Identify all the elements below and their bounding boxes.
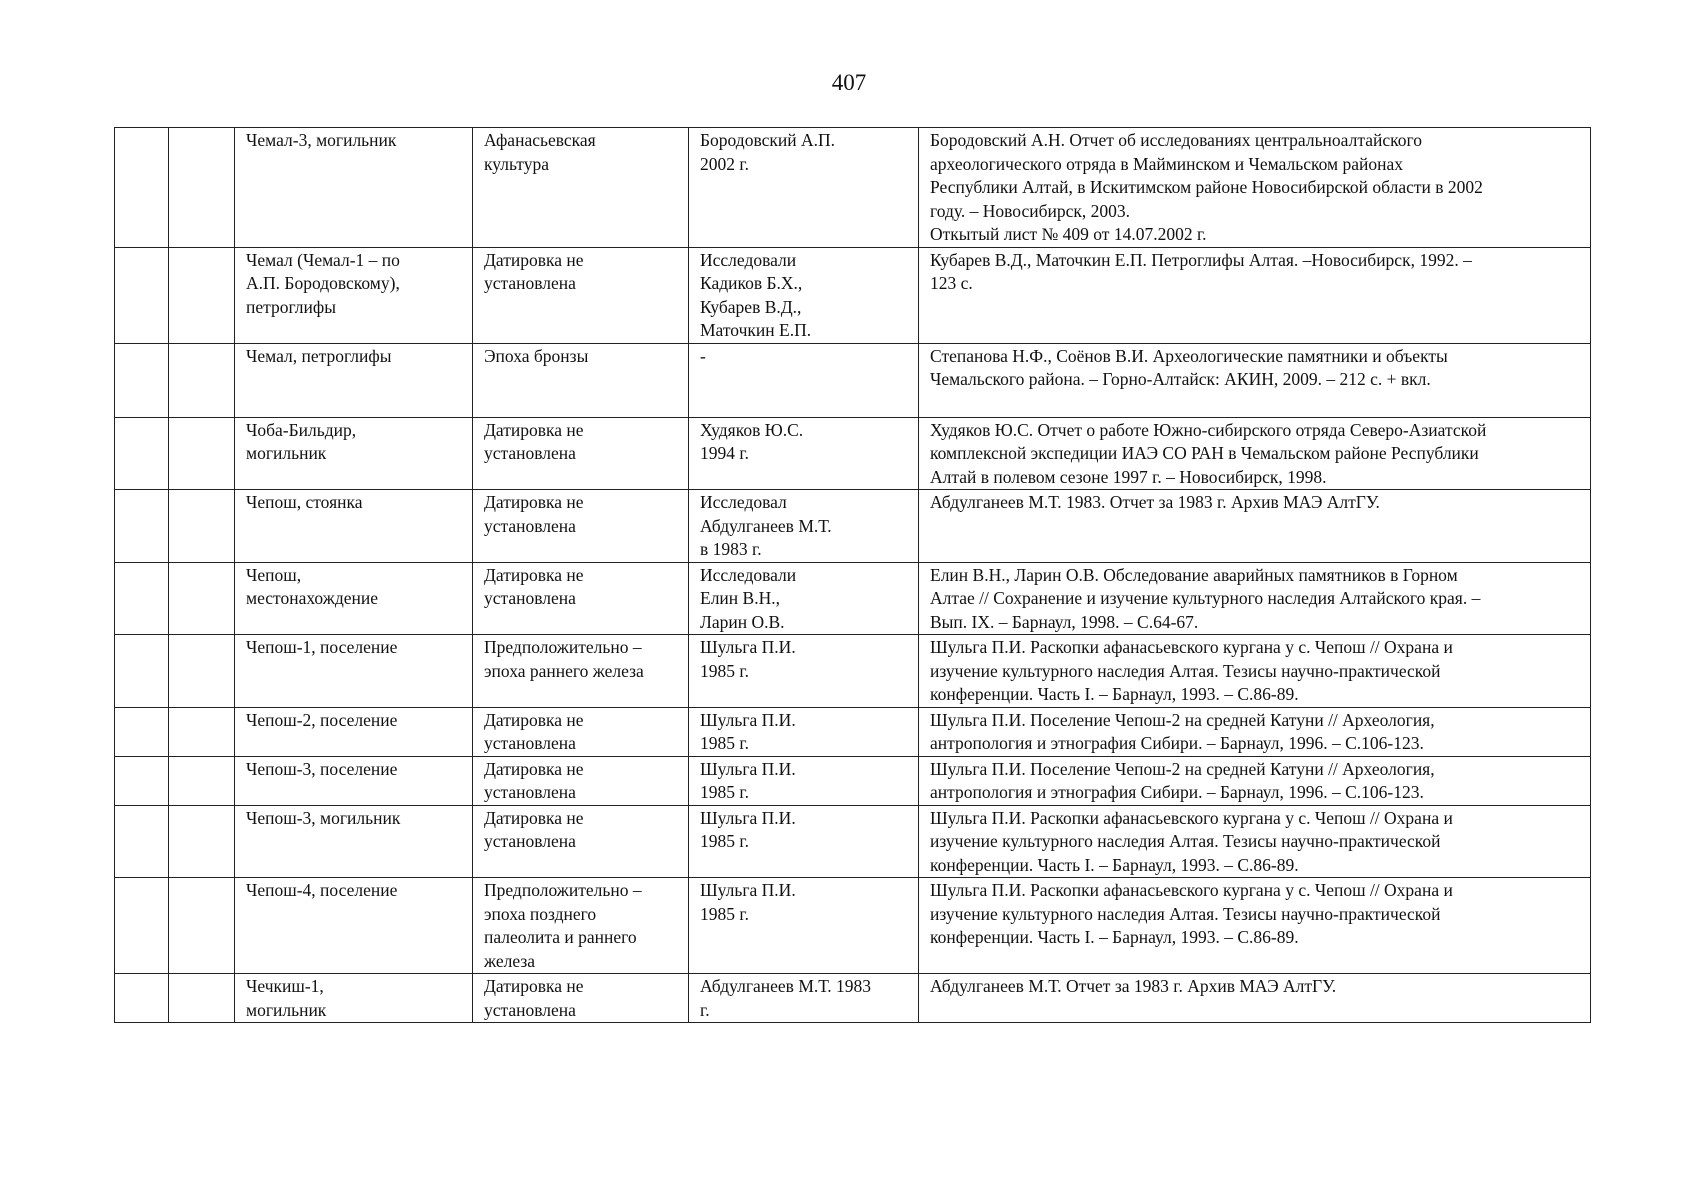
cell-line: местонахождение bbox=[246, 588, 379, 608]
table-row bbox=[115, 247, 1591, 343]
source-cell bbox=[919, 343, 1591, 417]
cell-line: установлена bbox=[484, 831, 576, 851]
cell-line: 1985 г. bbox=[700, 782, 749, 802]
subnumber-cell bbox=[169, 247, 235, 343]
cell-line: Датировка не bbox=[484, 976, 584, 996]
page-number: 407 bbox=[831, 70, 867, 95]
cell-line: Исследовали bbox=[700, 564, 797, 585]
number-cell bbox=[115, 490, 169, 563]
subnumber-cell bbox=[169, 805, 235, 878]
site-cell bbox=[235, 707, 473, 756]
cell-line: Шульга П.И. bbox=[700, 807, 796, 828]
cell-line: Шульга П.И. Поселение Чепош-2 на средней Катуни // Археология, bbox=[930, 758, 1435, 779]
cell-line: Чепош-3, могильник bbox=[246, 807, 401, 828]
table-body bbox=[115, 128, 1591, 1023]
source-cell bbox=[919, 878, 1591, 974]
cell-line: эпоха раннего железа bbox=[484, 660, 644, 681]
cell-line: археологического отряда в Майминском и Чемальском районах bbox=[930, 153, 1403, 174]
cell-line: Чепош-1, поселение bbox=[246, 637, 398, 657]
table-row bbox=[115, 417, 1591, 490]
cell-line: Датировка не bbox=[484, 564, 584, 585]
source-cell bbox=[919, 417, 1591, 490]
cell-line: Чемал-3, могильник bbox=[246, 130, 397, 150]
cell-line: изучение культурного наследия Алтая. Тезисы научно-практической bbox=[930, 660, 1441, 681]
cell-line: Датировка не bbox=[484, 758, 584, 779]
cell-line: Абдулганеев М.Т. bbox=[700, 515, 832, 536]
cell-line: 1985 г. bbox=[700, 903, 749, 924]
cell-line: Чепош, стоянка bbox=[246, 492, 363, 512]
cell-line: Степанова Н.Ф., Соёнов В.И. Археологические памятники и объекты bbox=[930, 345, 1448, 366]
cell-line: Датировка не bbox=[484, 492, 584, 512]
cell-line: Исследовали bbox=[700, 249, 797, 270]
site-cell bbox=[235, 343, 473, 417]
researcher-cell bbox=[689, 128, 919, 248]
dating-cell bbox=[473, 974, 689, 1023]
cell-line: конференции. Часть I. – Барнаул, 1993. – С.86-89. bbox=[930, 927, 1299, 947]
cell-line: установлена bbox=[484, 733, 576, 753]
site-cell bbox=[235, 247, 473, 343]
cell-line: Шульга П.И. bbox=[700, 709, 796, 730]
cell-line: Шульга П.И. Раскопки афанасьевского кургана у с. Чепош // Охрана и bbox=[930, 880, 1453, 900]
table-row bbox=[115, 707, 1591, 756]
cell-line: железа bbox=[484, 950, 536, 971]
cell-line: 1985 г. bbox=[700, 831, 749, 851]
dating-cell bbox=[473, 878, 689, 974]
researcher-cell bbox=[689, 878, 919, 974]
cell-line: Бородовский А.Н. Отчет об исследованиях центральноалтайского bbox=[930, 130, 1422, 150]
cell-line: Чемальского района. – Горно-Алтайск: АКИН, 2009. – 212 с. + вкл. bbox=[930, 369, 1431, 389]
site-cell bbox=[235, 974, 473, 1023]
cell-line: Афанасьевская bbox=[484, 130, 596, 150]
cell-line: Вып. IX. – Барнаул, 1998. – С.64-67. bbox=[930, 611, 1199, 632]
cell-line: Предположительно – bbox=[484, 637, 642, 657]
cell-line: могильник bbox=[246, 443, 327, 463]
cell-line: Эпоха бронзы bbox=[484, 345, 589, 366]
cell-line: Чепош-4, поселение bbox=[246, 880, 398, 900]
dating-cell bbox=[473, 707, 689, 756]
source-cell bbox=[919, 635, 1591, 708]
site-cell bbox=[235, 128, 473, 248]
dating-cell bbox=[473, 343, 689, 417]
subnumber-cell bbox=[169, 756, 235, 805]
cell-line: Шульга П.И. Раскопки афанасьевского кургана у с. Чепош // Охрана и bbox=[930, 637, 1453, 657]
monuments-table bbox=[114, 127, 1591, 1023]
cell-line: Датировка не bbox=[484, 419, 584, 440]
number-cell bbox=[115, 805, 169, 878]
cell-line: могильник bbox=[246, 999, 327, 1020]
cell-line: Кадиков Б.Х., bbox=[700, 273, 803, 293]
cell-line: Чечкиш-1, bbox=[246, 976, 324, 996]
source-cell bbox=[919, 247, 1591, 343]
cell-line: Чепош, bbox=[246, 564, 302, 585]
subnumber-cell bbox=[169, 417, 235, 490]
cell-line: Шульга П.И. Раскопки афанасьевского кургана у с. Чепош // Охрана и bbox=[930, 807, 1453, 828]
cell-line: комплексной экспедиции ИАЭ СО РАН в Чемальском районе Республики bbox=[930, 443, 1479, 463]
subnumber-cell bbox=[169, 562, 235, 635]
site-cell bbox=[235, 756, 473, 805]
dating-cell bbox=[473, 417, 689, 490]
subnumber-cell bbox=[169, 635, 235, 708]
researcher-cell bbox=[689, 490, 919, 563]
cell-line: Датировка не bbox=[484, 249, 584, 270]
subnumber-cell bbox=[169, 343, 235, 417]
number-cell bbox=[115, 128, 169, 248]
cell-line: Исследовал bbox=[700, 492, 787, 512]
dating-cell bbox=[473, 756, 689, 805]
subnumber-cell bbox=[169, 490, 235, 563]
cell-line: антропология и этнография Сибири. – Барнаул, 1996. – С.106-123. bbox=[930, 733, 1424, 753]
cell-line: установлена bbox=[484, 588, 576, 608]
cell-line: Республики Алтай, в Искитимском районе Новосибирской области в 2002 bbox=[930, 177, 1483, 197]
number-cell bbox=[115, 343, 169, 417]
cell-line: 1985 г. bbox=[700, 660, 749, 681]
subnumber-cell bbox=[169, 974, 235, 1023]
cell-line: конференции. Часть I. – Барнаул, 1993. – С.86-89. bbox=[930, 854, 1299, 875]
cell-line: установлена bbox=[484, 782, 576, 802]
cell-line: Худяков Ю.С. bbox=[700, 419, 804, 440]
cell-line: конференции. Часть I. – Барнаул, 1993. – С.86-89. bbox=[930, 684, 1299, 704]
cell-line: Чепош-3, поселение bbox=[246, 758, 398, 779]
researcher-cell bbox=[689, 417, 919, 490]
cell-line: Чепош-2, поселение bbox=[246, 709, 398, 730]
site-cell bbox=[235, 417, 473, 490]
researcher-cell bbox=[689, 756, 919, 805]
researcher-cell bbox=[689, 247, 919, 343]
dating-cell bbox=[473, 128, 689, 248]
cell-line: Елин В.Н., bbox=[700, 588, 780, 608]
cell-line: изучение культурного наследия Алтая. Тезисы научно-практической bbox=[930, 903, 1441, 924]
number-cell bbox=[115, 562, 169, 635]
cell-line: году. – Новосибирск, 2003. bbox=[930, 200, 1131, 221]
cell-line: Чемал (Чемал-1 – по bbox=[246, 249, 400, 270]
cell-line: Ларин О.В. bbox=[700, 611, 785, 632]
cell-line: - bbox=[700, 345, 706, 366]
table-row bbox=[115, 756, 1591, 805]
source-cell bbox=[919, 707, 1591, 756]
researcher-cell bbox=[689, 805, 919, 878]
cell-line: палеолита и раннего bbox=[484, 927, 637, 947]
table-row bbox=[115, 128, 1591, 248]
source-cell bbox=[919, 756, 1591, 805]
cell-line: Худяков Ю.С. Отчет о работе Южно-сибирского отряда Северо-Азиатской bbox=[930, 419, 1487, 440]
number-cell bbox=[115, 417, 169, 490]
cell-line: 1985 г. bbox=[700, 733, 749, 753]
cell-line: Кубарев В.Д., bbox=[700, 296, 802, 317]
cell-line: А.П. Бородовскому), bbox=[246, 273, 400, 293]
source-cell bbox=[919, 128, 1591, 248]
table-row bbox=[115, 343, 1591, 417]
table-row bbox=[115, 490, 1591, 563]
source-cell bbox=[919, 562, 1591, 635]
cell-line: культура bbox=[484, 153, 549, 174]
cell-line: установлена bbox=[484, 515, 576, 536]
researcher-cell bbox=[689, 343, 919, 417]
cell-line: установлена bbox=[484, 273, 576, 293]
cell-line: 2002 г. bbox=[700, 153, 749, 174]
cell-line: Шульга П.И. Поселение Чепош-2 на средней Катуни // Археология, bbox=[930, 709, 1435, 730]
researcher-cell bbox=[689, 562, 919, 635]
cell-line: Елин В.Н., Ларин О.В. Обследование аварийных памятников в Горном bbox=[930, 564, 1458, 585]
cell-line: Датировка не bbox=[484, 807, 584, 828]
subnumber-cell bbox=[169, 878, 235, 974]
cell-line: установлена bbox=[484, 443, 576, 463]
cell-line: Откытый лист № 409 от 14.07.2002 г. bbox=[930, 224, 1207, 244]
cell-line: Шульга П.И. bbox=[700, 758, 796, 779]
number-cell bbox=[115, 247, 169, 343]
site-cell bbox=[235, 805, 473, 878]
number-cell bbox=[115, 878, 169, 974]
cell-line: Абдулганеев М.Т. Отчет за 1983 г. Архив МАЭ АлтГУ. bbox=[930, 976, 1337, 996]
cell-line: Шульга П.И. bbox=[700, 880, 796, 900]
subnumber-cell bbox=[169, 128, 235, 248]
cell-line: Кубарев В.Д., Маточкин Е.П. Петроглифы Алтая. –Новосибирск, 1992. – bbox=[930, 249, 1472, 270]
cell-line: Бородовский А.П. bbox=[700, 130, 836, 150]
researcher-cell bbox=[689, 635, 919, 708]
site-cell bbox=[235, 562, 473, 635]
researcher-cell bbox=[689, 974, 919, 1023]
cell-line: 1994 г. bbox=[700, 443, 749, 463]
cell-line: Абдулганеев М.Т. 1983 bbox=[700, 976, 871, 996]
number-cell bbox=[115, 635, 169, 708]
researcher-cell bbox=[689, 707, 919, 756]
dating-cell bbox=[473, 805, 689, 878]
table-row bbox=[115, 562, 1591, 635]
cell-line: Чоба-Бильдир, bbox=[246, 419, 357, 440]
subnumber-cell bbox=[169, 707, 235, 756]
cell-line: Абдулганеев М.Т. 1983. Отчет за 1983 г. Архив МАЭ АлтГУ. bbox=[930, 492, 1380, 512]
cell-line: г. bbox=[700, 999, 710, 1020]
cell-line: антропология и этнография Сибири. – Барнаул, 1996. – С.106-123. bbox=[930, 782, 1424, 802]
cell-line: Шульга П.И. bbox=[700, 637, 796, 657]
cell-line: 123 с. bbox=[930, 273, 973, 293]
source-cell bbox=[919, 490, 1591, 563]
table-row bbox=[115, 635, 1591, 708]
number-cell bbox=[115, 707, 169, 756]
cell-line: Предположительно – bbox=[484, 880, 642, 900]
source-cell bbox=[919, 805, 1591, 878]
number-cell bbox=[115, 756, 169, 805]
table-row bbox=[115, 878, 1591, 974]
site-cell bbox=[235, 878, 473, 974]
cell-line: Чемал, петроглифы bbox=[246, 345, 392, 366]
cell-line: петроглифы bbox=[246, 296, 336, 317]
cell-line: изучение культурного наследия Алтая. Тезисы научно-практической bbox=[930, 831, 1441, 851]
dating-cell bbox=[473, 635, 689, 708]
cell-line: Датировка не bbox=[484, 709, 584, 730]
table-row bbox=[115, 805, 1591, 878]
dating-cell bbox=[473, 247, 689, 343]
cell-line: установлена bbox=[484, 999, 576, 1020]
table-row bbox=[115, 974, 1591, 1023]
dating-cell bbox=[473, 562, 689, 635]
site-cell bbox=[235, 635, 473, 708]
cell-line: Маточкин Е.П. bbox=[700, 320, 812, 340]
cell-line: Алтае // Сохранение и изучение культурного наследия Алтайского края. – bbox=[930, 588, 1481, 608]
site-cell bbox=[235, 490, 473, 563]
cell-line: в 1983 г. bbox=[700, 539, 762, 559]
dating-cell bbox=[473, 490, 689, 563]
source-cell bbox=[919, 974, 1591, 1023]
cell-line: Алтай в полевом сезоне 1997 г. – Новосибирск, 1998. bbox=[930, 466, 1327, 487]
number-cell bbox=[115, 974, 169, 1023]
cell-line: эпоха позднего bbox=[484, 903, 597, 924]
